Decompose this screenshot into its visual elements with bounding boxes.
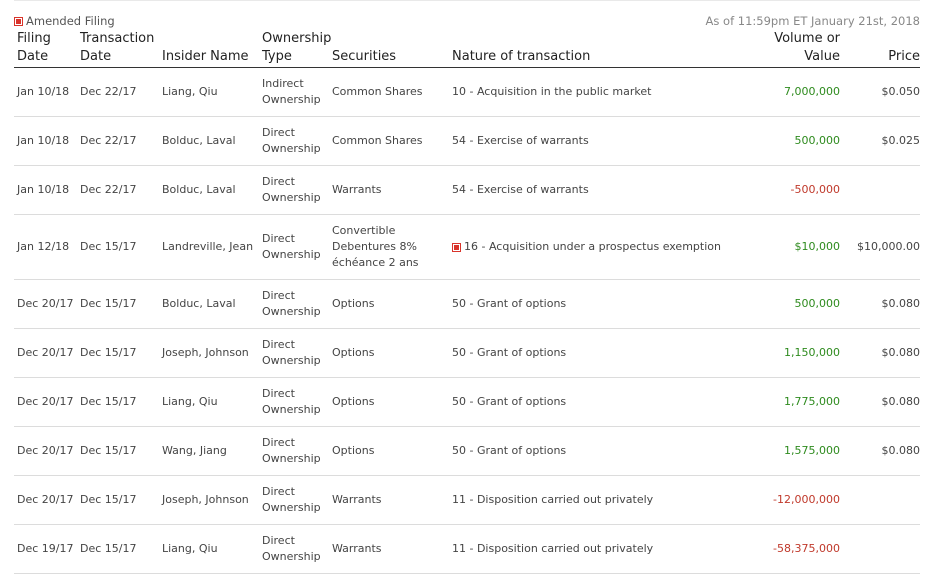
filing-date-cell (17, 117, 80, 165)
price-cell (840, 280, 920, 328)
insider-name: Liang, Qiu (162, 395, 218, 408)
header-volume-or-value[interactable]: Volume or Value (774, 31, 840, 64)
transaction-date: Dec 15/17 (80, 493, 137, 506)
volume-cell (720, 280, 840, 328)
ownership-type-cell (262, 215, 332, 279)
insider-name-cell (162, 525, 262, 573)
nature-of-transaction: 50 - Grant of options (452, 297, 567, 310)
volume-value: -500,000 (790, 183, 840, 196)
ownership-type-cell (262, 378, 332, 426)
filing-date: Dec 20/17 (17, 297, 74, 310)
securities-cell (332, 117, 452, 165)
securities-cell (332, 280, 452, 328)
ownership-type-cell (262, 280, 332, 328)
volume-cell (720, 329, 840, 377)
volume-value: 500,000 (794, 134, 840, 147)
filing-date: Jan 12/18 (17, 240, 70, 253)
filing-date-cell (17, 215, 80, 279)
insider-name: Joseph, Johnson (162, 346, 249, 359)
ownership-type-cell (262, 68, 332, 116)
ownership-type-line: Direct (262, 338, 295, 351)
nature-of-transaction: 50 - Grant of options (452, 444, 567, 457)
nature-of-transaction: 10 - Acquisition in the public market (452, 85, 652, 98)
securities-line: Options (332, 346, 375, 359)
price-cell (840, 378, 920, 426)
amended-filing-label: Amended Filing (26, 14, 115, 28)
filing-date: Dec 20/17 (17, 395, 74, 408)
ownership-type-line: Ownership (262, 550, 321, 563)
table-row[interactable] (14, 476, 920, 525)
nature-of-transaction: 50 - Grant of options (452, 395, 567, 408)
ownership-type-line: Direct (262, 485, 295, 498)
price-value: $0.025 (881, 134, 920, 147)
securities-cell (332, 329, 452, 377)
filing-date-cell (17, 329, 80, 377)
table-row[interactable] (14, 378, 920, 427)
transaction-date-cell (80, 329, 162, 377)
transaction-date-cell (80, 525, 162, 573)
insider-name-cell (162, 378, 262, 426)
filing-date-cell (17, 68, 80, 116)
price-cell (840, 117, 920, 165)
securities-line: Warrants (332, 493, 382, 506)
volume-cell (720, 68, 840, 116)
insider-name: Bolduc, Laval (162, 297, 236, 310)
price-cell (840, 166, 920, 214)
ownership-type-line: Ownership (262, 93, 321, 106)
price-cell (840, 329, 920, 377)
table-header (14, 30, 920, 68)
header-price[interactable]: Price (888, 49, 920, 64)
ownership-type-cell (262, 525, 332, 573)
ownership-type-cell (262, 166, 332, 214)
price-value: $0.080 (881, 346, 920, 359)
amended-flag-icon (452, 243, 461, 252)
price-cell (840, 68, 920, 116)
volume-value: -12,000,000 (773, 493, 840, 506)
header-nature-of-transaction[interactable]: Nature of transaction (452, 49, 591, 64)
nature-of-transaction: 16 - Acquisition under a prospectus exemption (464, 240, 721, 253)
ownership-type-cell (262, 117, 332, 165)
table-row[interactable] (14, 215, 920, 280)
nature-of-transaction: 54 - Exercise of warrants (452, 134, 589, 147)
transaction-date-cell (80, 215, 162, 279)
header-ownership-type[interactable]: Ownership Type (262, 31, 332, 64)
ownership-type-line: Direct (262, 232, 295, 245)
table-row[interactable] (14, 117, 920, 166)
securities-line: Warrants (332, 183, 382, 196)
price-value: $0.080 (881, 297, 920, 310)
volume-cell (720, 476, 840, 524)
ownership-type-line: Ownership (262, 248, 321, 261)
transaction-date: Dec 15/17 (80, 346, 137, 359)
transaction-date: Dec 15/17 (80, 395, 137, 408)
header-insider-name[interactable]: Insider Name (162, 49, 249, 64)
transaction-date-cell (80, 476, 162, 524)
nature-cell (452, 117, 752, 165)
nature-of-transaction: 11 - Disposition carried out privately (452, 493, 654, 506)
ownership-type-line: Direct (262, 175, 295, 188)
insider-name-cell (162, 476, 262, 524)
transaction-date: Dec 22/17 (80, 183, 137, 196)
insider-transactions-panel (14, 0, 920, 575)
table-row[interactable] (14, 166, 920, 215)
ownership-type-cell (262, 329, 332, 377)
nature-cell (452, 476, 752, 524)
volume-value: 1,150,000 (784, 346, 840, 359)
securities-line: Debentures 8% (332, 240, 417, 253)
ownership-type-line: Ownership (262, 354, 321, 367)
filing-date-cell (17, 525, 80, 573)
ownership-type-line: Ownership (262, 501, 321, 514)
volume-value: 500,000 (794, 297, 840, 310)
table-row[interactable] (14, 280, 920, 329)
securities-line: Options (332, 444, 375, 457)
securities-line: Warrants (332, 542, 382, 555)
transaction-date: Dec 15/17 (80, 240, 137, 253)
table-row[interactable] (14, 525, 920, 574)
transaction-date: Dec 15/17 (80, 542, 137, 555)
transaction-date: Dec 15/17 (80, 444, 137, 457)
filing-date: Dec 20/17 (17, 346, 74, 359)
amended-flag-icon (14, 17, 23, 26)
price-cell (840, 215, 920, 279)
ownership-type-line: Direct (262, 534, 295, 547)
ownership-type-line: Direct (262, 126, 295, 139)
volume-cell (720, 525, 840, 573)
transaction-date-cell (80, 427, 162, 475)
securities-cell (332, 427, 452, 475)
securities-line: Options (332, 395, 375, 408)
insider-name-cell (162, 166, 262, 214)
insider-name-cell (162, 280, 262, 328)
filing-date-cell (17, 166, 80, 214)
securities-cell (332, 525, 452, 573)
nature-cell (452, 68, 752, 116)
filing-date: Jan 10/18 (17, 85, 70, 98)
nature-cell (452, 427, 752, 475)
volume-cell (720, 166, 840, 214)
table-body (14, 68, 920, 574)
securities-cell (332, 476, 452, 524)
amended-filing-legend (14, 14, 115, 28)
securities-line: Common Shares (332, 134, 423, 147)
insider-name-cell (162, 215, 262, 279)
ownership-type-line: Indirect (262, 77, 304, 90)
ownership-type-line: Direct (262, 289, 295, 302)
transaction-date-cell (80, 280, 162, 328)
insider-name: Liang, Qiu (162, 542, 218, 555)
insider-name: Bolduc, Laval (162, 183, 236, 196)
filing-date: Jan 10/18 (17, 134, 70, 147)
securities-line: échéance 2 ans (332, 256, 419, 269)
nature-cell (452, 378, 752, 426)
volume-value: 7,000,000 (784, 85, 840, 98)
volume-value: 1,575,000 (784, 444, 840, 457)
ownership-type-line: Direct (262, 387, 295, 400)
transaction-date: Dec 22/17 (80, 85, 137, 98)
insider-name: Liang, Qiu (162, 85, 218, 98)
nature-cell (452, 525, 752, 573)
ownership-type-line: Ownership (262, 305, 321, 318)
transaction-date-cell (80, 68, 162, 116)
volume-cell (720, 378, 840, 426)
filing-date-cell (17, 427, 80, 475)
insider-name: Wang, Jiang (162, 444, 227, 457)
filing-date: Dec 20/17 (17, 493, 74, 506)
insider-name-cell (162, 329, 262, 377)
price-value: $0.080 (881, 444, 920, 457)
securities-cell (332, 215, 452, 279)
insider-name-cell (162, 427, 262, 475)
ownership-type-line: Ownership (262, 142, 321, 155)
filing-date-cell (17, 280, 80, 328)
transaction-date: Dec 15/17 (80, 297, 137, 310)
ownership-type-line: Direct (262, 436, 295, 449)
insider-name-cell (162, 68, 262, 116)
insider-name: Bolduc, Laval (162, 134, 236, 147)
table-row[interactable] (14, 427, 920, 476)
price-cell (840, 476, 920, 524)
nature-cell (452, 329, 752, 377)
volume-cell (720, 427, 840, 475)
header-filing-date[interactable]: Filing Date (17, 31, 51, 64)
as-of-timestamp: As of 11:59pm ET January 21st, 2018 (705, 14, 920, 28)
top-divider (14, 0, 920, 1)
ownership-type-line: Ownership (262, 403, 321, 416)
insider-name-cell (162, 117, 262, 165)
nature-cell (452, 280, 752, 328)
filing-date: Dec 20/17 (17, 444, 74, 457)
nature-of-transaction: 50 - Grant of options (452, 346, 567, 359)
transaction-date-cell (80, 117, 162, 165)
ownership-type-line: Ownership (262, 452, 321, 465)
price-value: $0.080 (881, 395, 920, 408)
filing-date-cell (17, 476, 80, 524)
volume-value: 1,775,000 (784, 395, 840, 408)
header-transaction-date[interactable]: Transaction Date (80, 31, 155, 64)
price-value: $0.050 (881, 85, 920, 98)
table-row[interactable] (14, 329, 920, 378)
volume-cell (720, 215, 840, 279)
securities-cell (332, 166, 452, 214)
nature-of-transaction: 54 - Exercise of warrants (452, 183, 589, 196)
price-cell (840, 427, 920, 475)
ownership-type-cell (262, 476, 332, 524)
volume-value: -58,375,000 (773, 542, 840, 555)
transaction-date-cell (80, 378, 162, 426)
filing-date: Jan 10/18 (17, 183, 70, 196)
securities-line: Common Shares (332, 85, 423, 98)
price-value: $10,000.00 (857, 240, 920, 253)
price-cell (840, 525, 920, 573)
nature-cell (452, 166, 752, 214)
table-row[interactable] (14, 68, 920, 117)
transaction-date: Dec 22/17 (80, 134, 137, 147)
nature-cell (452, 215, 752, 279)
volume-cell (720, 117, 840, 165)
insider-name: Joseph, Johnson (162, 493, 249, 506)
insider-name: Landreville, Jean (162, 240, 254, 253)
filing-date-cell (17, 378, 80, 426)
securities-line: Convertible (332, 224, 396, 237)
header-securities[interactable]: Securities (332, 49, 397, 64)
ownership-type-cell (262, 427, 332, 475)
securities-cell (332, 378, 452, 426)
nature-of-transaction: 11 - Disposition carried out privately (452, 542, 654, 555)
volume-value: $10,000 (794, 240, 840, 253)
securities-line: Options (332, 297, 375, 310)
securities-cell (332, 68, 452, 116)
filing-date: Dec 19/17 (17, 542, 74, 555)
transaction-date-cell (80, 166, 162, 214)
ownership-type-line: Ownership (262, 191, 321, 204)
